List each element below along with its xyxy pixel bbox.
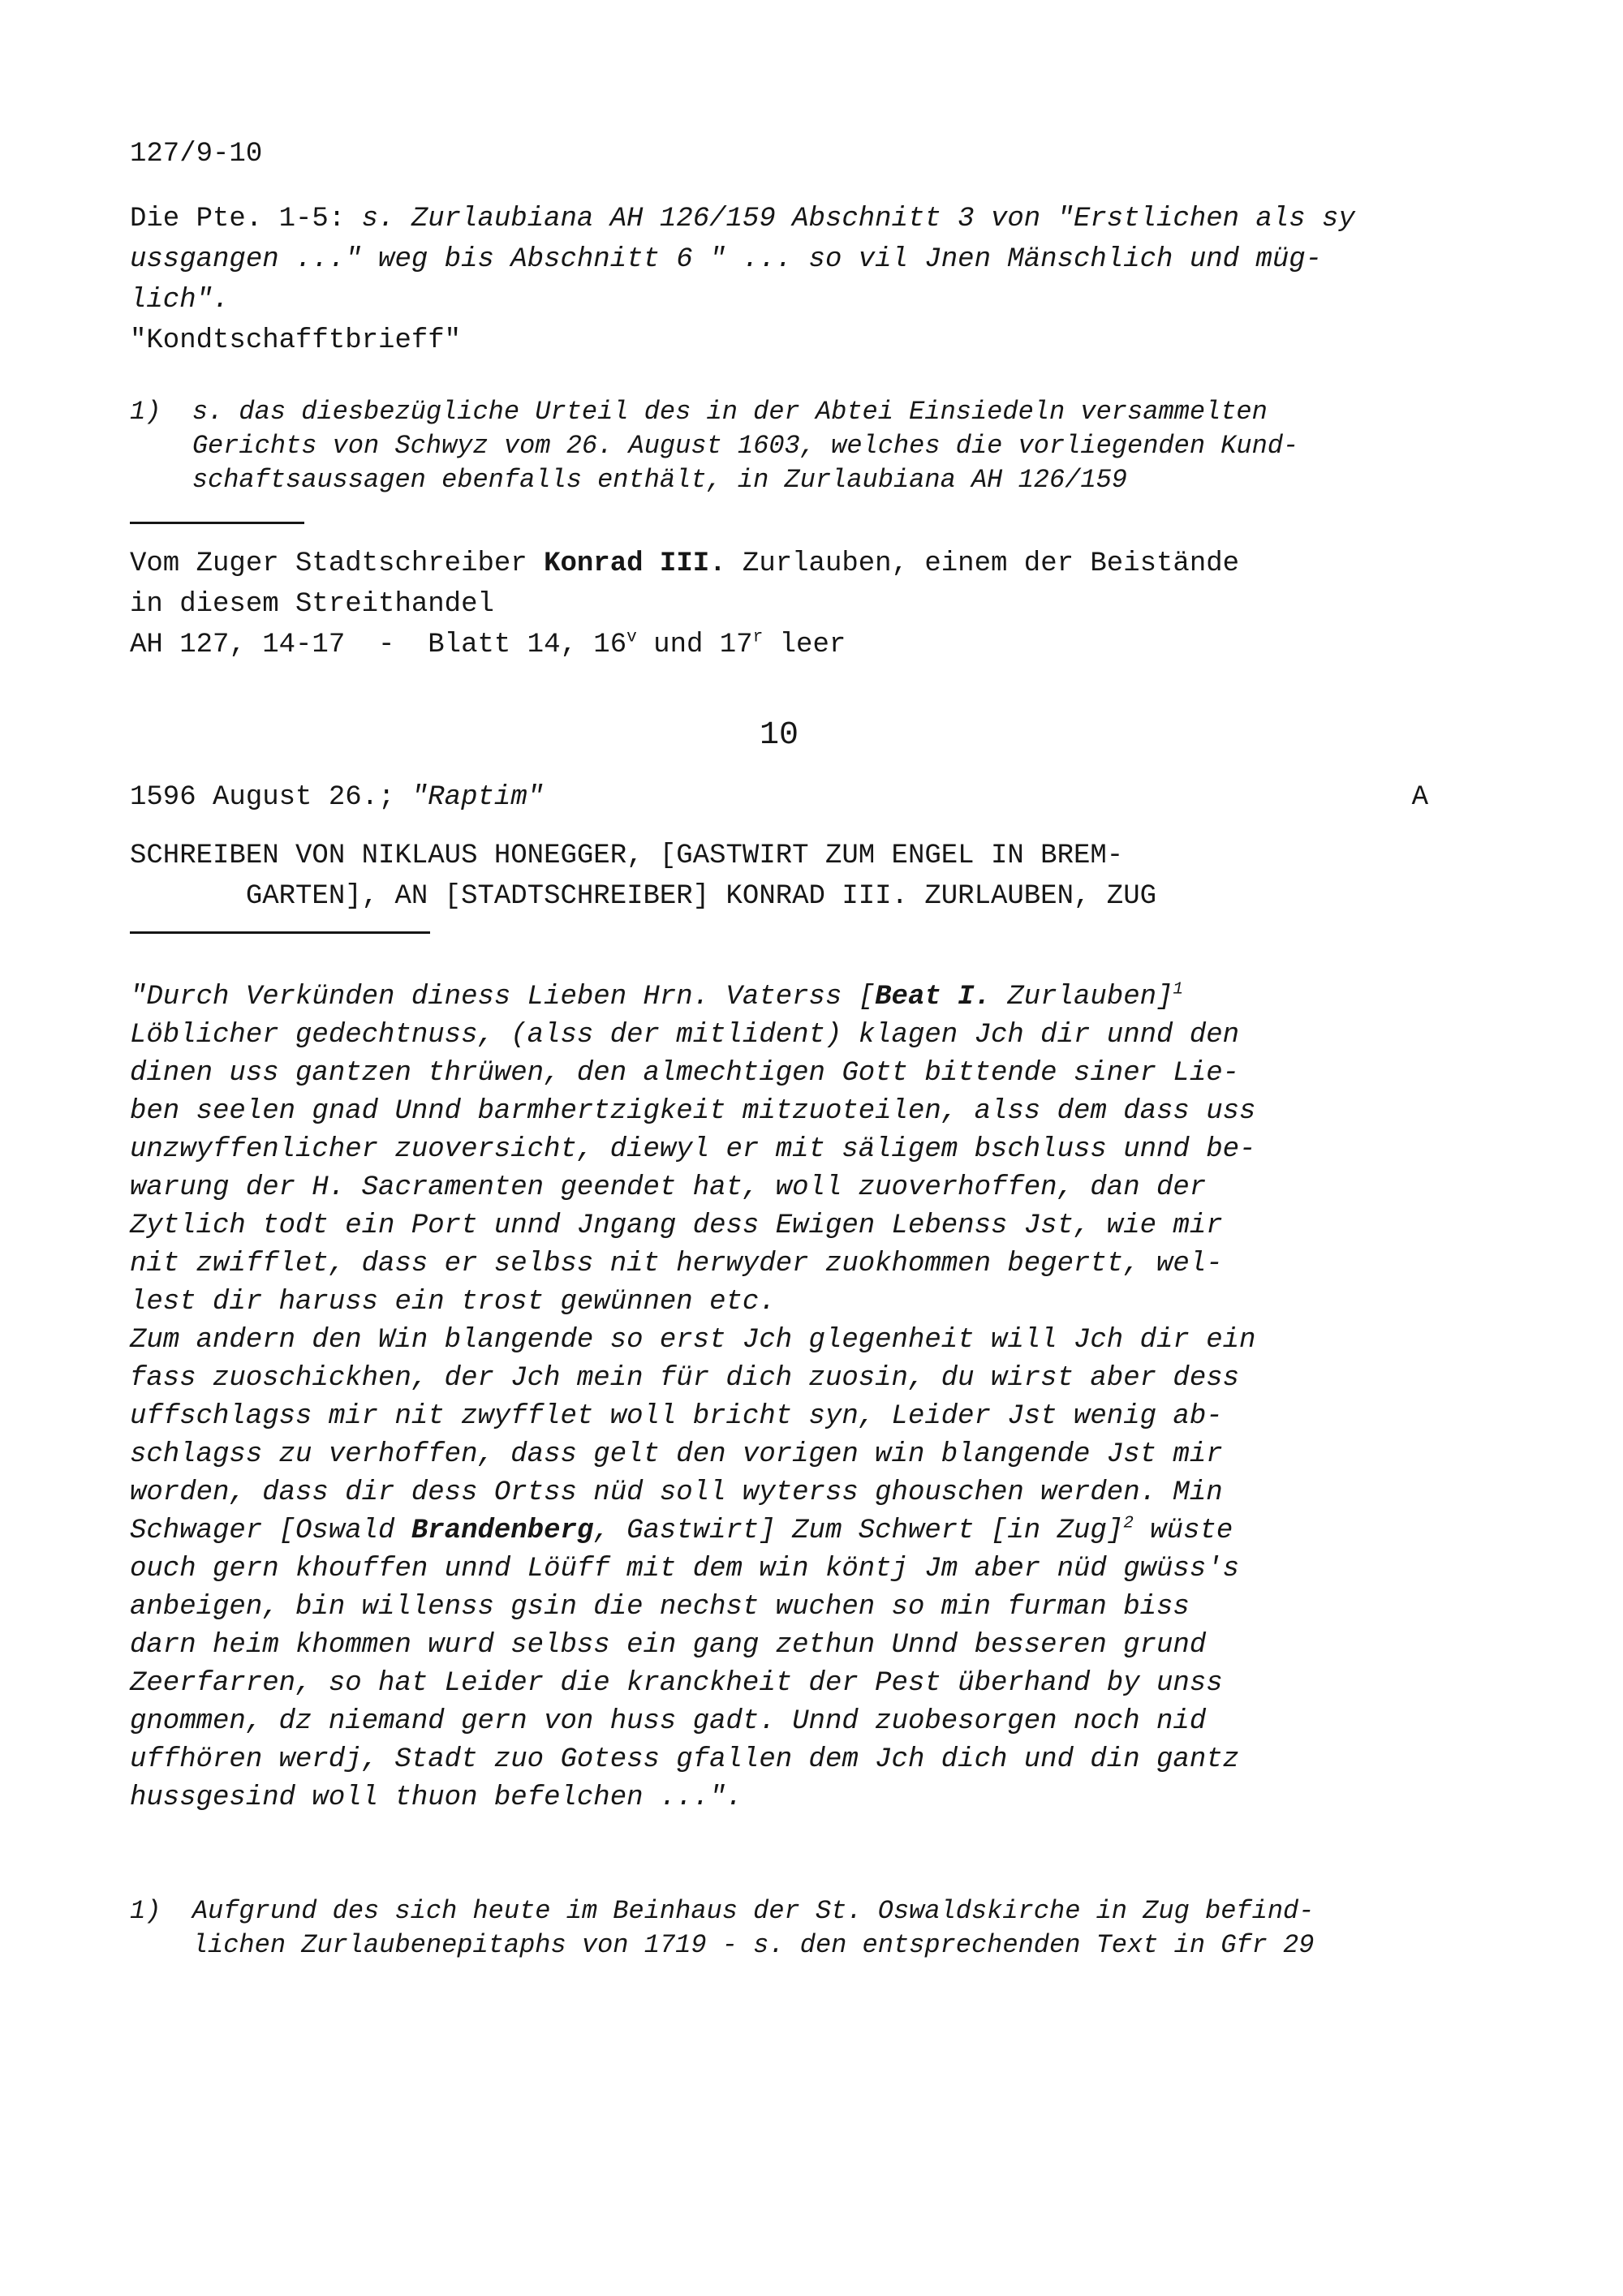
separator-rule [130, 522, 304, 524]
date-line [130, 777, 1428, 818]
date-segment: 1596 August 26.; [130, 782, 411, 813]
person-name-bold: Konrad III. [544, 548, 726, 579]
shelfmark-segment: AH 127, 14-17 - Blatt 14, 16 [130, 630, 627, 660]
siglum: A [1411, 782, 1428, 813]
text-line: fass zuoschickhen, der Jch mein für dich zuosin, du wirst aber dess [130, 1363, 1240, 1394]
shelfmark-segment: und 17 [636, 630, 753, 660]
text-line: lichen Zurlaubenepitaphs von 1719 - s. den entsprechenden Text in Gfr 29 [130, 1930, 1315, 1960]
text-line: warung der H. Sacramenten geendet hat, woll zuoverhoffen, dan der [130, 1172, 1207, 1203]
person-name-bold: Brandenberg [411, 1516, 594, 1546]
superscript: r [752, 627, 764, 647]
footnote-top [130, 395, 1428, 497]
title-line: GARTEN], AN [STADTSCHREIBER] KONRAD III. ZURLAUBEN, ZUG [130, 881, 1157, 912]
text-line: 1) Aufgrund des sich heute im Beinhaus der St. Oswaldskirche in Zug befind- [130, 1896, 1315, 1926]
separator-rule [130, 931, 430, 934]
provenance-segment: Vom Zuger Stadtschreiber [130, 548, 545, 579]
text-line: in diesem Streithandel [130, 589, 494, 620]
body-segment: , Gastwirt] Zum Schwert [in Zug] [593, 1516, 1124, 1546]
footnote-bottom [130, 1894, 1428, 1963]
text-line: nit zwifflet, dass er selbss nit herwyder zuokhommen begertt, wel- [130, 1249, 1223, 1279]
text-line: gnommen, dz niemand gern von huss gadt. Unnd zuobesorgen noch nid [130, 1706, 1207, 1737]
person-name-bold: Beat I. [875, 982, 991, 1013]
text-line: lich". [130, 285, 230, 316]
provenance-segment: Zurlauben, einem der Beistände [725, 548, 1240, 579]
text-line [130, 978, 1428, 1017]
footnote-reference: 1 [1173, 979, 1184, 1000]
text-column [130, 134, 1428, 1963]
text-line: worden, dass dir dess Ortss nüd soll wyterss ghouschen werden. Min [130, 1477, 1223, 1508]
body-segment: "Durch Verkünden diness Lieben Hrn. Vaterss [ [130, 982, 876, 1013]
body-segment: wüste [1133, 1516, 1233, 1546]
letter-body-part [130, 1550, 1428, 1817]
text-line: schlagss zu verhoffen, dass gelt den vorigen win blangende Jst mir [130, 1439, 1223, 1470]
text-line: "Kondtschafftbrieff" [130, 325, 462, 356]
intro-italic-segment: s. Zurlaubiana AH 126/159 Abschnitt 3 von "Erstlichen als sy [361, 204, 1355, 234]
title-line: SCHREIBEN VON NIKLAUS HONEGGER, [GASTWIRT ZUM ENGEL IN BREM- [130, 841, 1124, 871]
date-note-italic: "Raptim" [411, 782, 545, 813]
provenance-block [130, 544, 1428, 665]
text-line: ouch gern khouffen unnd Löüff mit dem win köntj Jm aber nüd gwüss's [130, 1554, 1240, 1584]
text-line: uffschlagss mir nit zwyfflet woll bricht syn, Leider Jst wenig ab- [130, 1401, 1223, 1432]
text-line: Zum andern den Win blangende so erst Jch glegenheit will Jch dir ein [130, 1325, 1256, 1356]
text-line: 1) s. das diesbezügliche Urteil des in der Abtei Einsiedeln versammelten [130, 397, 1268, 427]
text-line: ben seelen gnad Unnd barmhertzigkeit mitzuoteilen, alss dem dass uss [130, 1096, 1256, 1127]
letter-body [130, 978, 1428, 1817]
entry-number: 10 [759, 717, 799, 754]
text-line: darn heim khommen wurd selbss ein gang zethun Unnd besseren grund [130, 1630, 1207, 1661]
text-line: schaftsaussagen ebenfalls enthält, in Zurlaubiana AH 126/159 [130, 465, 1127, 495]
text-line: dinen uss gantzen thrüwen, den almechtigen Gott bittende siner Lie- [130, 1058, 1240, 1089]
text-line: lest dir haruss ein trost gewünnen etc. [130, 1287, 776, 1318]
body-segment: Zurlauben] [990, 982, 1173, 1013]
footnote-reference: 2 [1123, 1513, 1134, 1533]
text-line: Löblicher gedechtnuss, (alss der mitlident) klagen Jch dir unnd den [130, 1020, 1240, 1051]
text-line: unzwyffenlicher zuoversicht, diewyl er mit säligem bschluss unnd be- [130, 1134, 1256, 1165]
text-line: Zeerfarren, so hat Leider die kranckheit der Pest überhand by unss [130, 1668, 1223, 1699]
text-line [130, 1512, 1428, 1550]
text-line: anbeigen, bin willenss gsin die nechst wuchen so min furman biss [130, 1592, 1190, 1623]
text-line [130, 544, 1428, 584]
text-line: hussgesind woll thuon befelchen ...". [130, 1782, 743, 1813]
entry-title [130, 836, 1428, 917]
intro-block [130, 199, 1428, 361]
text-line: uffhören werdj, Stadt zuo Gotess gfallen dem Jch dich und din gantz [130, 1744, 1240, 1775]
text-line: Gerichts von Schwyz vom 26. August 1603, welches die vorliegenden Kund- [130, 431, 1299, 461]
page-number-header: 127/9-10 [130, 139, 263, 170]
text-line [130, 625, 1428, 665]
letter-body-part [130, 1017, 1428, 1512]
text-line [130, 199, 1428, 239]
superscript: v [626, 627, 637, 647]
entry-date [130, 777, 544, 818]
body-segment: Schwager [Oswald [130, 1516, 411, 1546]
text-line: Zytlich todt ein Port unnd Jngang dess Ewigen Lebenss Jst, wie mir [130, 1210, 1223, 1241]
text-line: ussgangen ..." weg bis Abschnitt 6 " ... so vil Jnen Mänschlich und müg- [130, 244, 1323, 275]
shelfmark-segment: leer [763, 630, 846, 660]
intro-roman-segment: Die Pte. 1-5: [130, 204, 362, 234]
